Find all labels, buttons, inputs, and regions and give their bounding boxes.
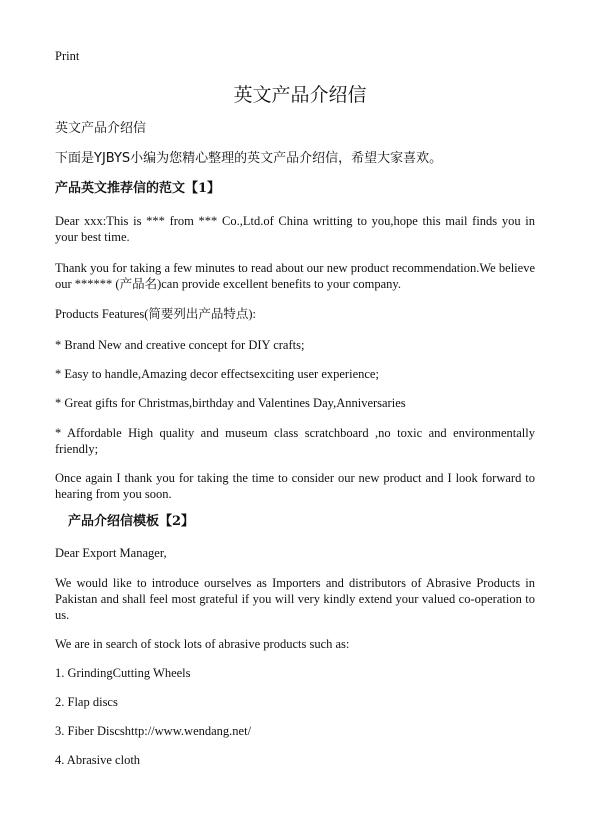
section2-paragraph-2: We are in search of stock lots of abrasive products such as:	[55, 637, 350, 651]
list-item: 4. Abrasive cloth	[55, 753, 141, 767]
section1-paragraph-1: Dear xxx:This is *** from *** Co.,Ltd.of China writting to you,hope this mail finds you in your best time.	[55, 214, 535, 244]
print-link[interactable]: Print	[55, 49, 80, 63]
section1-heading: 产品英文推荐信的范文【1】	[55, 181, 221, 196]
section2-paragraph-1: We would like to introduce ourselves as Importers and distributors of Abrasive Products in Pakistan and shall feel most grateful if you will very kindly extend your valued co-operation to us.	[55, 576, 535, 622]
list-item: 2. Flap discs	[55, 695, 118, 709]
feature-item: * Great gifts for Christmas,birthday and Valentines Day,Anniversaries	[55, 396, 406, 410]
subtitle: 英文产品介绍信	[55, 121, 147, 136]
feature-item: * Affordable High quality and museum class scratchboard ,no toxic and environmentally friendly;	[55, 426, 535, 456]
feature-item: * Easy to handle,Amazing decor effectsexciting user experience;	[55, 367, 379, 381]
section2-heading: 产品介绍信模板【2】	[68, 514, 195, 529]
page-title: 英文产品介绍信	[233, 84, 367, 106]
intro-text: 下面是YJBYS小编为您精心整理的英文产品介绍信，希望大家喜欢。	[55, 151, 443, 166]
features-label: Products Features(简要列出产品特点):	[55, 307, 257, 321]
list-item: 1. GrindingCutting Wheels	[55, 666, 191, 680]
section2-greeting: Dear Export Manager,	[55, 546, 167, 560]
section1-paragraph-2: Thank you for taking a few minutes to read about our new product recommendation.We believe our ****** (产品名)can provide excellent benefits to your company.	[55, 261, 535, 291]
section1-paragraph-3: Once again I thank you for taking the time to consider our new product and I look forward to hearing from you soon.	[55, 471, 535, 501]
feature-item: * Brand New and creative concept for DIY crafts;	[55, 338, 305, 352]
list-item: 3. Fiber Discshttp://www.wendang.net/	[55, 724, 252, 738]
